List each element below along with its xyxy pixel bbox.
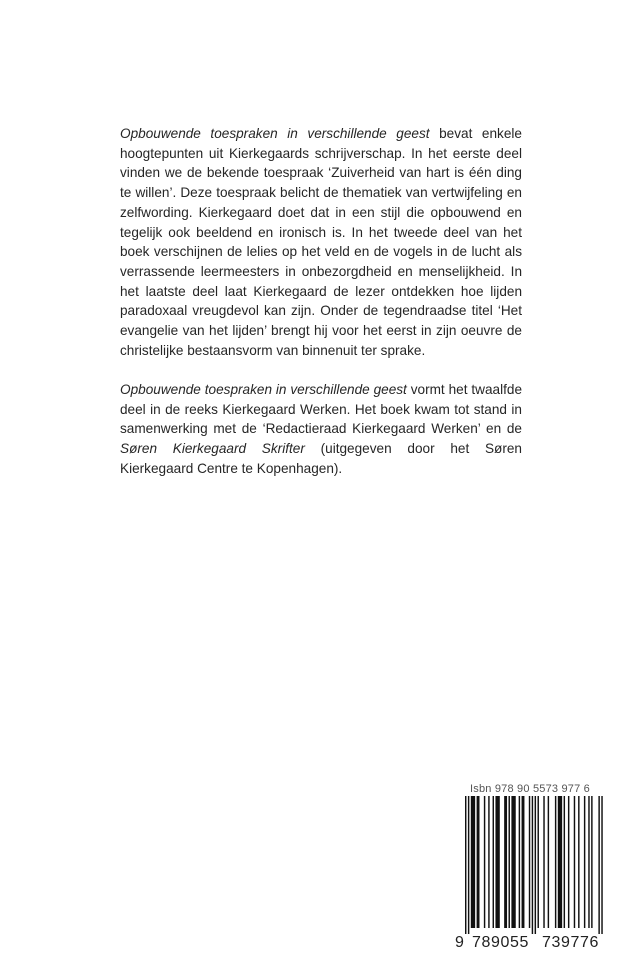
barcode bbox=[455, 796, 607, 934]
barcode-bar-15 bbox=[535, 796, 536, 934]
barcode-bar-2 bbox=[471, 796, 475, 928]
barcode-digits-left: 789055 bbox=[472, 934, 529, 951]
barcode-bar-3 bbox=[477, 796, 480, 928]
barcode-bar-26 bbox=[588, 796, 589, 928]
barcode-bar-7 bbox=[495, 796, 499, 928]
description-paragraph bbox=[120, 124, 522, 360]
barcode-bar-16 bbox=[538, 796, 539, 928]
barcode-bar-20 bbox=[558, 796, 562, 928]
barcode-bar-13 bbox=[529, 796, 530, 928]
barcode-bar-18 bbox=[548, 796, 549, 928]
barcode-bar-25 bbox=[584, 796, 585, 928]
barcode-bar-28 bbox=[598, 796, 599, 934]
barcode-bar-21 bbox=[564, 796, 565, 928]
skrifter-title-italic: Søren Kierkegaard Skrifter bbox=[120, 441, 305, 457]
barcode-bar-11 bbox=[519, 796, 520, 928]
barcode-bar-23 bbox=[574, 796, 575, 928]
series-text-end: (uitgegeven door het Søren Kierkegaard Centre te Kopenhagen). bbox=[120, 441, 522, 476]
barcode-bar-19 bbox=[555, 796, 556, 928]
book-title-italic: Opbouwende toespraken in verschillende geest bbox=[120, 382, 407, 397]
barcode-bar-22 bbox=[568, 796, 569, 928]
barcode-bar-12 bbox=[522, 796, 525, 928]
barcode-bar-8 bbox=[504, 796, 507, 928]
barcode-bar-29 bbox=[601, 796, 602, 934]
barcode-bar-27 bbox=[591, 796, 592, 928]
barcode-bar-10 bbox=[511, 796, 515, 928]
barcode-bar-24 bbox=[578, 796, 579, 928]
barcode-bar-5 bbox=[488, 796, 489, 928]
barcode-digits-right: 739776 bbox=[542, 934, 599, 951]
barcode-bar-14 bbox=[532, 796, 533, 934]
series-text: vormt het twaalfde deel in de reeks Kierkegaard Werken. Het boek kwam tot stand in samenwerking met de ‘Redactieraad Kierkegaard Werken’ en de bbox=[120, 382, 523, 437]
series-paragraph bbox=[120, 380, 522, 479]
barcode-bar-9 bbox=[509, 796, 510, 928]
isbn-label: Isbn 978 90 5573 977 6 bbox=[470, 783, 591, 795]
barcode-bar-4 bbox=[484, 796, 485, 928]
description-text: bevat enkele hoogtepunten uit Kierkegaards schrijverschap. In het eerste deel vinden we de bekende toespraak ‘Zuiverheid van hart is één ding te willen’. Deze toespraak belicht de thematiek van vertwijfeling en zelfwording. Kierkegaard doet dat in een stijl die opbouwend en tegelijk ook beeldend en ironisch is. In het tweede deel van het boek verschijnen de lelies op het veld en de vogels in de lucht als verrassende leermeesters in onbezorgdheid en menselijkheid. In het laatste deel laat Kierkegaard de lezer ontdekken hoe lijden paradoxaal vreugdevol kan zijn. Onder de tegendraadse titel ‘Het evangelie van het lijden’ brengt hij voor het eerst in zijn oeuvre de christelijke bestaansvorm van binnenuit ter sprake. bbox=[120, 126, 522, 358]
book-title-italic: Opbouwende toespraken in verschillende geest bbox=[120, 126, 430, 141]
barcode-digit-first: 9 bbox=[455, 934, 464, 951]
barcode-bar-1 bbox=[468, 796, 469, 934]
barcode-bar-0 bbox=[465, 796, 466, 934]
barcode-bar-17 bbox=[543, 796, 544, 928]
barcode-bar-6 bbox=[493, 796, 494, 928]
